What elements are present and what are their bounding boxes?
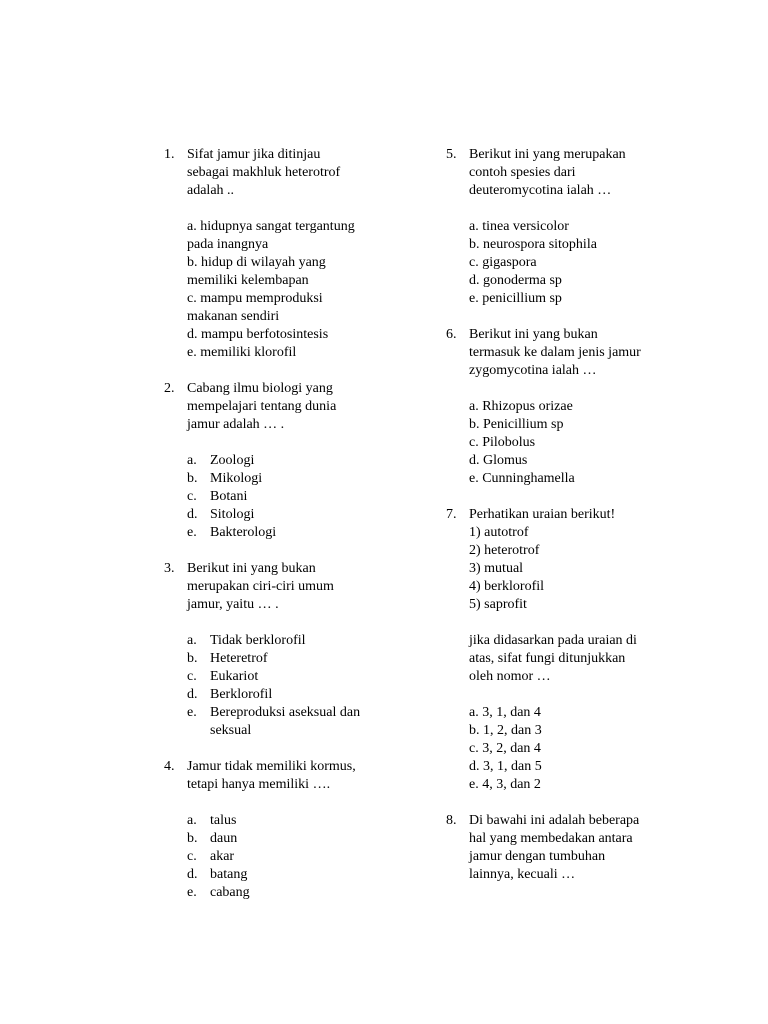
question-number: 1. — [164, 147, 175, 162]
question-5 — [446, 146, 686, 308]
answer-option-d — [187, 686, 394, 704]
option-label: c. — [187, 669, 197, 684]
question-1 — [164, 146, 394, 362]
option-text: Berklorofil — [210, 687, 273, 702]
answer-option-b: b. neurospora sitophila — [469, 237, 597, 252]
option-label: a. — [187, 813, 197, 828]
question-7 — [446, 506, 686, 794]
question-body — [187, 758, 394, 902]
question-text-line: atas, sifat fungi ditunjukkan — [469, 651, 626, 666]
option-text-line: c. mampu memproduksi — [187, 291, 323, 306]
answer-option-a — [187, 632, 394, 650]
question-text-line: jamur, yaitu … . — [187, 597, 279, 612]
answer-option-a: a. Rhizopus orizae — [469, 399, 573, 414]
question-body — [187, 560, 394, 740]
question-text-line: Sifat jamur jika ditinjau — [187, 147, 321, 162]
option-text: batang — [210, 867, 248, 882]
answer-option-c: c. gigaspora — [469, 255, 537, 270]
question-8 — [446, 812, 686, 884]
question-text-line: Perhatikan uraian berikut! — [469, 507, 616, 522]
question-body — [469, 812, 686, 884]
question-3 — [164, 560, 394, 740]
option-label: d. — [187, 867, 198, 882]
option-label: d. — [187, 507, 198, 522]
option-text-line: pada inangnya — [187, 237, 269, 252]
statement-item: 3) mutual — [469, 561, 524, 576]
question-text-line: merupakan ciri-ciri umum — [187, 579, 334, 594]
question-text-line: adalah .. — [187, 183, 235, 198]
question-body — [187, 380, 394, 542]
right-column — [446, 146, 686, 884]
question-2 — [164, 380, 394, 542]
option-text: Tidak berklorofil — [210, 633, 306, 648]
answer-option-e — [187, 344, 394, 362]
answer-option-d: d. Glomus — [469, 453, 528, 468]
option-text: Bakterologi — [210, 525, 277, 540]
answer-option-c — [187, 848, 394, 866]
question-body — [187, 146, 394, 362]
option-label: e. — [187, 525, 197, 540]
option-label: b. — [187, 831, 198, 846]
option-text: Heteretrof — [210, 651, 268, 666]
option-label: b. — [187, 651, 198, 666]
answer-option-a: a. 3, 1, dan 4 — [469, 705, 541, 720]
answer-option-e: e. 4, 3, dan 2 — [469, 777, 541, 792]
answer-option-c — [187, 290, 394, 326]
answer-option-e — [187, 524, 394, 542]
question-text-line: mempelajari tentang dunia — [187, 399, 337, 414]
question-text-line: jamur adalah … . — [187, 417, 285, 432]
answer-option-e — [187, 704, 394, 740]
option-text-line: b. hidup di wilayah yang — [187, 255, 326, 270]
option-text: talus — [210, 813, 237, 828]
question-4 — [164, 758, 394, 902]
answer-option-c: c. 3, 2, dan 4 — [469, 741, 541, 756]
question-number: 6. — [446, 327, 457, 342]
option-label: a. — [187, 633, 197, 648]
option-text-line: seksual — [210, 723, 252, 738]
question-text-line: contoh spesies dari — [469, 165, 576, 180]
option-text: daun — [210, 831, 238, 846]
question-number: 5. — [446, 147, 457, 162]
question-6 — [446, 326, 686, 488]
question-text-line: lainnya, kecuali … — [469, 867, 576, 882]
question-text-line: tetapi hanya memiliki …. — [187, 777, 331, 792]
answer-option-e: e. penicillium sp — [469, 291, 562, 306]
statement-item: 2) heterotrof — [469, 543, 540, 558]
question-body — [469, 146, 686, 308]
question-number: 3. — [164, 561, 175, 576]
option-text: Botani — [210, 489, 248, 504]
option-text: Sitologi — [210, 507, 255, 522]
answer-option-c — [187, 668, 394, 686]
question-text-line: oleh nomor … — [469, 669, 551, 684]
answer-option-a — [187, 812, 394, 830]
question-text-line: zygomycotina ialah … — [469, 363, 597, 378]
question-text-line: Cabang ilmu biologi yang — [187, 381, 333, 396]
answer-option-c: c. Pilobolus — [469, 435, 536, 450]
option-text-line: makanan sendiri — [187, 309, 280, 324]
answer-option-a — [187, 218, 394, 254]
left-column — [164, 146, 394, 902]
statement-item: 4) berklorofil — [469, 579, 545, 594]
answer-option-a: a. tinea versicolor — [469, 219, 569, 234]
statement-item: 1) autotrof — [469, 525, 529, 540]
question-text-line: Berikut ini yang merupakan — [469, 147, 626, 162]
answer-option-d: d. 3, 1, dan 5 — [469, 759, 542, 774]
option-label: a. — [187, 453, 197, 468]
answer-option-c — [187, 488, 394, 506]
answer-option-e: e. Cunninghamella — [469, 471, 575, 486]
answer-option-b — [187, 830, 394, 848]
answer-option-b — [187, 650, 394, 668]
answer-option-a — [187, 452, 394, 470]
answer-option-e — [187, 884, 394, 902]
question-text-line: termasuk ke dalam jenis jamur — [469, 345, 641, 360]
option-text: Mikologi — [210, 471, 263, 486]
option-text-line: Bereproduksi aseksual dan — [210, 705, 361, 720]
question-text-line: Berikut ini yang bukan — [187, 561, 316, 576]
option-text: akar — [210, 849, 235, 864]
option-label: d. — [187, 687, 198, 702]
question-number: 2. — [164, 381, 175, 396]
question-number: 4. — [164, 759, 175, 774]
option-label: b. — [187, 471, 198, 486]
answer-option-b: b. 1, 2, dan 3 — [469, 723, 542, 738]
option-text-line: e. memiliki klorofil — [187, 345, 297, 360]
answer-option-d: d. gonoderma sp — [469, 273, 562, 288]
question-number: 8. — [446, 813, 457, 828]
answer-option-d — [187, 866, 394, 884]
answer-option-d — [187, 326, 394, 344]
option-text: Eukariot — [210, 669, 259, 684]
question-number: 7. — [446, 507, 457, 522]
answer-option-b — [187, 470, 394, 488]
option-text: cabang — [210, 885, 250, 900]
question-text-line: sebagai makhluk heterotrof — [187, 165, 341, 180]
question-text-line: Berikut ini yang bukan — [469, 327, 598, 342]
option-text: Zoologi — [210, 453, 255, 468]
option-text-line: a. hidupnya sangat tergantung — [187, 219, 355, 234]
option-label: e. — [187, 885, 197, 900]
question-body — [469, 326, 686, 488]
question-text-line: hal yang membedakan antara — [469, 831, 633, 846]
option-text-line: d. mampu berfotosintesis — [187, 327, 329, 342]
option-label: e. — [187, 705, 197, 720]
question-text-line: deuteromycotina ialah … — [469, 183, 612, 198]
question-text-line: jamur dengan tumbuhan — [469, 849, 606, 864]
option-text-line: memiliki kelembapan — [187, 273, 309, 288]
option-label: c. — [187, 489, 197, 504]
statement-item: 5) saprofit — [469, 597, 527, 612]
question-text-line: jika didasarkan pada uraian di — [469, 633, 637, 648]
question-body — [469, 506, 686, 794]
option-label: c. — [187, 849, 197, 864]
answer-option-b — [187, 254, 394, 290]
option-text — [210, 704, 394, 740]
answer-option-b: b. Penicillium sp — [469, 417, 564, 432]
question-text-line: Di bawahi ini adalah beberapa — [469, 813, 640, 828]
question-text-line: Jamur tidak memiliki kormus, — [187, 759, 356, 774]
answer-option-d — [187, 506, 394, 524]
